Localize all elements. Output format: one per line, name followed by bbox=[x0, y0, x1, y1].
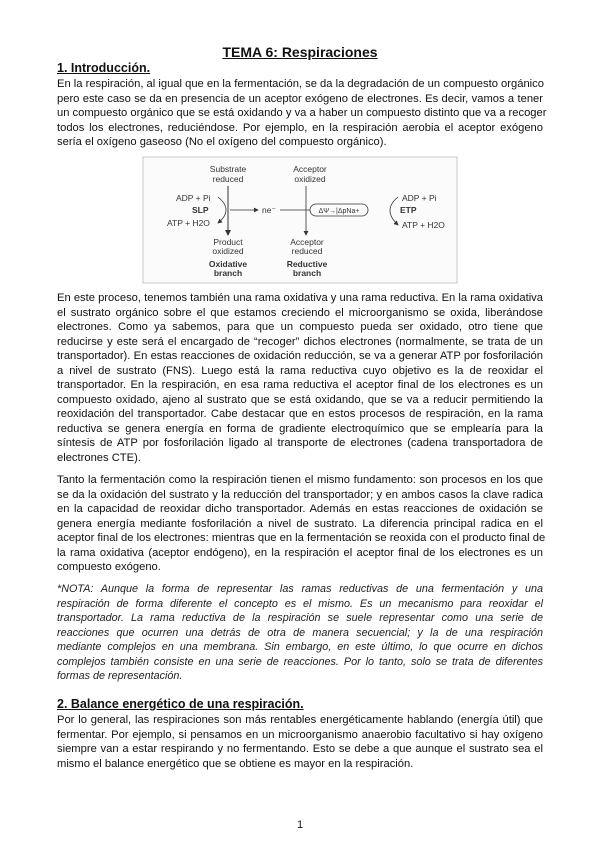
label-atp-left: ATP + H2O bbox=[167, 218, 210, 228]
label-acceptor-ox-2: oxidized bbox=[294, 174, 326, 184]
text-line: a nivel de sustrato (FNS). Luego está la rama reductiva cuyo objetivo es la de reoxidar el bbox=[57, 364, 543, 377]
label-acceptor-red-2: reduced bbox=[291, 246, 323, 256]
paragraph-branches bbox=[57, 291, 543, 465]
text-line: en la capacidad de reoxidar dicho transportador. Además en estas reacciones de oxidación se bbox=[57, 503, 543, 515]
text-line: transportador. En la respiración, en esa rama reductiva el aceptor final de los electrones es un bbox=[57, 379, 543, 391]
text-line: la rama oxidativa (aceptor endógeno), en la respiración el aceptor final de los electrones es un bbox=[57, 546, 543, 559]
text-line: todos los electrones, reduciéndose. Por ejemplo, en la respiración aerobia el aceptor exógeno bbox=[57, 121, 543, 134]
label-substrate: Substrate bbox=[209, 164, 247, 174]
text-line: transportador. La rama reductiva de la respiración se suele representar como una serie de bbox=[57, 612, 543, 624]
text-line: formas de representación. bbox=[57, 670, 183, 682]
text-line: reducirse y este será el encargado de “recoger” dichos electrones (normalmente, se trata de un bbox=[57, 335, 543, 348]
text-line: reductiva se genera energía en forma de gradiente electroquímico que se emplearía para la bbox=[57, 422, 543, 435]
note-paragraph bbox=[57, 582, 543, 684]
paragraph-intro bbox=[57, 77, 547, 150]
text-line: electrones CTE). bbox=[57, 451, 141, 464]
text-line: mismo el balance energético que se obtiene es mayor en la respiración. bbox=[57, 757, 414, 770]
text-line: reoxidación del transportador. Cabe destacar que en estos procesos de respiración, en la rama bbox=[57, 408, 543, 420]
label-oxidative: Oxidative bbox=[208, 259, 248, 269]
label-reductive: Reductive bbox=[286, 259, 328, 269]
text-line: sería el oxígeno gaseoso (No el oxígeno del compuesto orgánico). bbox=[57, 136, 387, 148]
label-adp-right: ADP + Pi bbox=[402, 193, 437, 203]
text-line: siempre van a estar respirando y no fermentando. Esto se debe a que aunque el sustrato sea el bbox=[57, 743, 543, 755]
text-line: pero este caso se da en presencia de un aceptor exógeno de electrones. Es decir, vamos a tener bbox=[57, 92, 543, 105]
section-heading-introduccion: 1. Introducción. bbox=[57, 61, 151, 75]
text-line: el sustrato orgánico sobre el que estamos creciendo el microorganismo se oxida, liberándose bbox=[57, 306, 543, 319]
text-line: fermentar. Por ejemplo, si pensamos en un microorganismo anaerobio facultativo si hay oxígeno bbox=[57, 728, 543, 741]
label-atp-right: ATP + H2O bbox=[402, 220, 445, 230]
label-substrate-2: reduced bbox=[212, 174, 244, 184]
text-line: mediante complejos en una membrana. Sin embargo, en este último, lo que ocurre en dichos bbox=[57, 641, 543, 653]
text-line: genera energía mediante fosforilación a nivel de sustrato. La diferencia principal radica en el bbox=[57, 517, 543, 530]
text-line: electrones. Como ya sabemos, para que un compuesto pueda ser oxidado, otro tiene que bbox=[57, 321, 543, 333]
text-line: compuesto exógeno. bbox=[57, 561, 161, 573]
text-line: En este proceso, tenemos también una rama oxidativa y una rama reductiva. En la rama oxidativa bbox=[57, 292, 543, 304]
text-line: se da la oxidación del sustrato y la reducción del transportador; y en ambos casos la clave radica bbox=[57, 488, 543, 501]
text-line: Por lo general, las respiraciones son más rentables energéticamente hablando (energía útil) que bbox=[57, 714, 543, 726]
page-number: 1 bbox=[296, 819, 304, 831]
text-line: un compuesto orgánico que se está oxidando y va a haber un compuesto distinto que va a recoger bbox=[57, 107, 547, 119]
text-line: En la respiración, al igual que en la fermentación, se da la degradación de un compuesto orgánico bbox=[57, 78, 544, 90]
section-heading-balance: 2. Balance energético de una respiración. bbox=[57, 697, 304, 711]
label-gradient: ΔΨ→|ΔpNa+ bbox=[318, 208, 360, 215]
paragraph-balance bbox=[57, 713, 543, 771]
text-line: reacciones que ocurren una detrás de otra de manera secuencial; y la de una respiración bbox=[57, 626, 543, 639]
label-oxidative-2: branch bbox=[213, 268, 243, 278]
label-etp: ETP bbox=[400, 205, 417, 215]
label-product: Product bbox=[213, 237, 243, 247]
label-adp-left: ADP + Pi bbox=[176, 193, 211, 203]
text-line: síntesis de ATP por fosforilación ligado al transporte de electrones (cadena transportadora de bbox=[57, 437, 543, 449]
respiration-diagram bbox=[140, 155, 460, 285]
text-line: respiración de forma diferente el concepto es el mismo. Es un mecanismo para reoxidar el bbox=[57, 597, 543, 610]
label-acceptor-red: Acceptor bbox=[290, 237, 324, 247]
text-line: complejos también consiste en una serie de reacciones. Por lo tanto, solo se trata de diferentes bbox=[57, 655, 543, 668]
text-line: transportador). En estas reacciones de oxidación reducción, se va a generar ATP por fosforilación bbox=[57, 350, 543, 362]
label-product-2: oxidized bbox=[212, 246, 244, 256]
label-reductive-2: branch bbox=[292, 268, 322, 278]
document-title: TEMA 6: Respiraciones bbox=[222, 44, 378, 60]
text-line: compuesto oxidado, ajeno al sustrato que se está oxidando, que se va a reducir permitiendo la bbox=[57, 393, 543, 406]
text-line: aceptor final de los electrones: mientras que en la fermentación se reoxida con el producto final de bbox=[57, 532, 546, 544]
label-ne: ne⁻ bbox=[262, 205, 276, 215]
label-slp: SLP bbox=[192, 205, 209, 215]
paragraph-comparison bbox=[57, 473, 546, 575]
text-line: *NOTA: Aunque la forma de representar las ramas reductivas de una fermentación y una bbox=[57, 583, 543, 595]
text-line: Tanto la fermentación como la respiración tienen el mismo fundamento: son procesos en los que bbox=[57, 474, 543, 486]
label-acceptor-ox: Acceptor bbox=[293, 164, 327, 174]
